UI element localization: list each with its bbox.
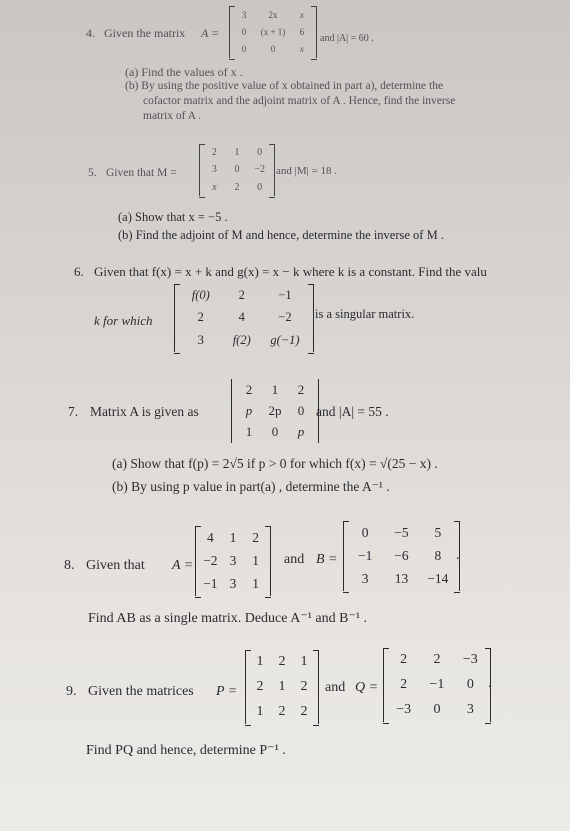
matrix-entry: 13 xyxy=(394,571,409,587)
question-number: 4. xyxy=(86,26,95,40)
part-a: (a) Find the values of x . xyxy=(125,65,243,79)
matrix-entry: 2p xyxy=(268,402,282,418)
matrix-entry: 2 xyxy=(278,654,286,670)
matrix-entry: 1 xyxy=(271,381,279,397)
matrix-entry: g(−1) xyxy=(270,333,300,348)
matrix-entry: 0 xyxy=(297,402,305,418)
matrix-entry: 1 xyxy=(300,654,308,670)
instruction: Find PQ and hence, determine P⁻¹ . xyxy=(86,743,286,758)
matrix-entry: −6 xyxy=(394,547,409,563)
matrix-entry: 0 xyxy=(271,424,279,440)
matrix-entry: 0 xyxy=(466,676,474,692)
matrix-entry: 0 xyxy=(361,524,369,540)
matrix-entry: 6 xyxy=(299,26,305,37)
matrix-entry: 0 xyxy=(433,701,441,717)
matrix-entry: −2 xyxy=(254,164,265,176)
matrix-entry: f(0) xyxy=(191,287,210,302)
matrix-entry: 2 xyxy=(278,703,286,719)
part-b-line2: cofactor matrix and the adjoint matrix of A . Hence, find the inverse xyxy=(143,95,456,107)
matrix-entry: −14 xyxy=(427,571,449,587)
matrix xyxy=(174,284,314,352)
matrix-entry: −1 xyxy=(429,676,445,692)
part-b: (b) By using the positive value of x obtained in part a), determine the xyxy=(125,80,444,92)
matrix-entry: −3 xyxy=(462,652,478,668)
question-number: 8. xyxy=(64,558,75,573)
matrix-entry: 1 xyxy=(252,552,260,568)
matrix-entry: −1 xyxy=(278,287,292,302)
conjunction: and xyxy=(325,680,346,695)
matrix-A xyxy=(231,379,319,443)
part-b: (b) Find the adjoint of M and hence, determine the inverse of M . xyxy=(118,228,444,242)
matrix-entry: 3 xyxy=(197,333,204,348)
matrix-A xyxy=(229,6,317,58)
matrix-entry: 2x xyxy=(268,9,278,20)
matrix-entry: x xyxy=(299,9,304,20)
determinant-condition: and |A| = 55 . xyxy=(316,404,389,419)
matrix-entry: 3 xyxy=(361,571,369,587)
matrix-entry: 0 xyxy=(270,44,276,55)
question-number: 5. xyxy=(88,167,97,179)
matrix-entry: 1 xyxy=(245,424,253,440)
matrix-entry: 2 xyxy=(256,678,264,694)
matrix-A xyxy=(195,526,271,596)
period: . xyxy=(488,676,492,691)
matrix-entry: 0 xyxy=(241,26,247,37)
matrix-label-B: B = xyxy=(316,552,338,567)
matrix-entry: 1 xyxy=(256,703,264,719)
matrix-entry: p xyxy=(245,402,253,418)
matrix-entry: 2 xyxy=(245,381,253,397)
matrix-entry: 3 xyxy=(229,576,237,592)
matrix-entry: 1 xyxy=(252,576,260,592)
instruction: Find AB as a single matrix. Deduce A⁻¹ and B⁻¹ . xyxy=(88,611,368,626)
question-text: Given that f(x) = x + k and g(x) = x − k where k is a constant. Find the valu xyxy=(94,264,487,279)
matrix-Q xyxy=(383,648,491,722)
question-text: Given the matrix xyxy=(104,26,186,40)
matrix-entry: 4 xyxy=(238,310,245,325)
matrix-entry: 3 xyxy=(211,164,217,176)
part-a: (a) Show that x = −5 . xyxy=(118,210,228,224)
matrix-entry: x xyxy=(212,181,217,193)
matrix-P xyxy=(245,650,319,724)
question-number: 9. xyxy=(66,684,77,699)
period: . xyxy=(456,548,460,563)
matrix-entry: 2 xyxy=(197,310,204,325)
matrix-entry: 2 xyxy=(297,381,305,397)
singular-statement: is a singular matrix. xyxy=(315,307,415,321)
matrix-entry: 2 xyxy=(300,703,308,719)
determinant-condition: and |M| = 18 . xyxy=(276,165,338,177)
part-b-line3: matrix of A . xyxy=(143,110,202,122)
question-text: Given that M = xyxy=(106,167,177,179)
determinant-condition: and |A| = 60 . xyxy=(320,33,374,44)
matrix-entry: 2 xyxy=(433,652,441,668)
matrix-entry: 3 xyxy=(229,552,237,568)
matrix-entry: 2 xyxy=(400,652,408,668)
matrix-entry: 1 xyxy=(278,678,286,694)
matrix-entry: 1 xyxy=(234,147,240,159)
question-number: 7. xyxy=(68,404,79,419)
matrix-entry: 4 xyxy=(206,529,214,545)
question-text-2: k for which xyxy=(94,313,153,328)
matrix-entry: 1 xyxy=(229,529,237,545)
matrix-entry: 0 xyxy=(257,181,263,193)
matrix-label-P: P = xyxy=(216,684,238,699)
matrix-entry: 5 xyxy=(434,524,442,540)
matrix-entry: 1 xyxy=(256,654,264,670)
matrix-entry: x xyxy=(299,44,304,55)
matrix-entry: −2 xyxy=(278,310,292,325)
matrix-entry: 3 xyxy=(241,9,247,20)
question-text: Matrix A is given as xyxy=(90,404,199,419)
matrix-entry: 2 xyxy=(400,676,408,692)
matrix-entry: f(2) xyxy=(232,333,251,348)
matrix-B xyxy=(343,521,460,591)
matrix-entry: 2 xyxy=(234,181,240,193)
matrix-entry: −3 xyxy=(396,701,412,717)
matrix-entry: 0 xyxy=(234,164,240,176)
matrix-entry: 8 xyxy=(434,547,442,563)
matrix-entry: 2 xyxy=(211,147,217,159)
matrix-entry: p xyxy=(297,424,305,440)
matrix-label: A = xyxy=(201,26,220,40)
matrix-entry: −1 xyxy=(203,576,218,592)
question-text: Given that xyxy=(86,558,145,573)
conjunction: and xyxy=(284,552,305,567)
matrix-entry: −5 xyxy=(394,524,409,540)
matrix-M xyxy=(199,144,275,196)
part-b: (b) By using p value in part(a) , determine the A⁻¹ . xyxy=(112,479,390,494)
matrix-entry: 2 xyxy=(238,287,245,302)
matrix-entry: 2 xyxy=(252,529,260,545)
question-number: 6. xyxy=(74,264,84,279)
matrix-entry: 2 xyxy=(300,678,308,694)
question-text: Given the matrices xyxy=(88,684,194,699)
matrix-entry: 0 xyxy=(257,147,263,159)
matrix-label-Q: Q = xyxy=(355,680,379,695)
part-a: (a) Show that f(p) = 2√5 if p > 0 for which f(x) = √(25 − x) . xyxy=(112,456,438,471)
matrix-entry: 0 xyxy=(241,44,247,55)
matrix-entry: −1 xyxy=(357,547,373,563)
matrix-label-A: A = xyxy=(172,558,194,573)
matrix-entry: 3 xyxy=(466,701,474,717)
matrix-entry: (x + 1) xyxy=(260,26,286,37)
matrix-entry: −2 xyxy=(203,552,218,568)
